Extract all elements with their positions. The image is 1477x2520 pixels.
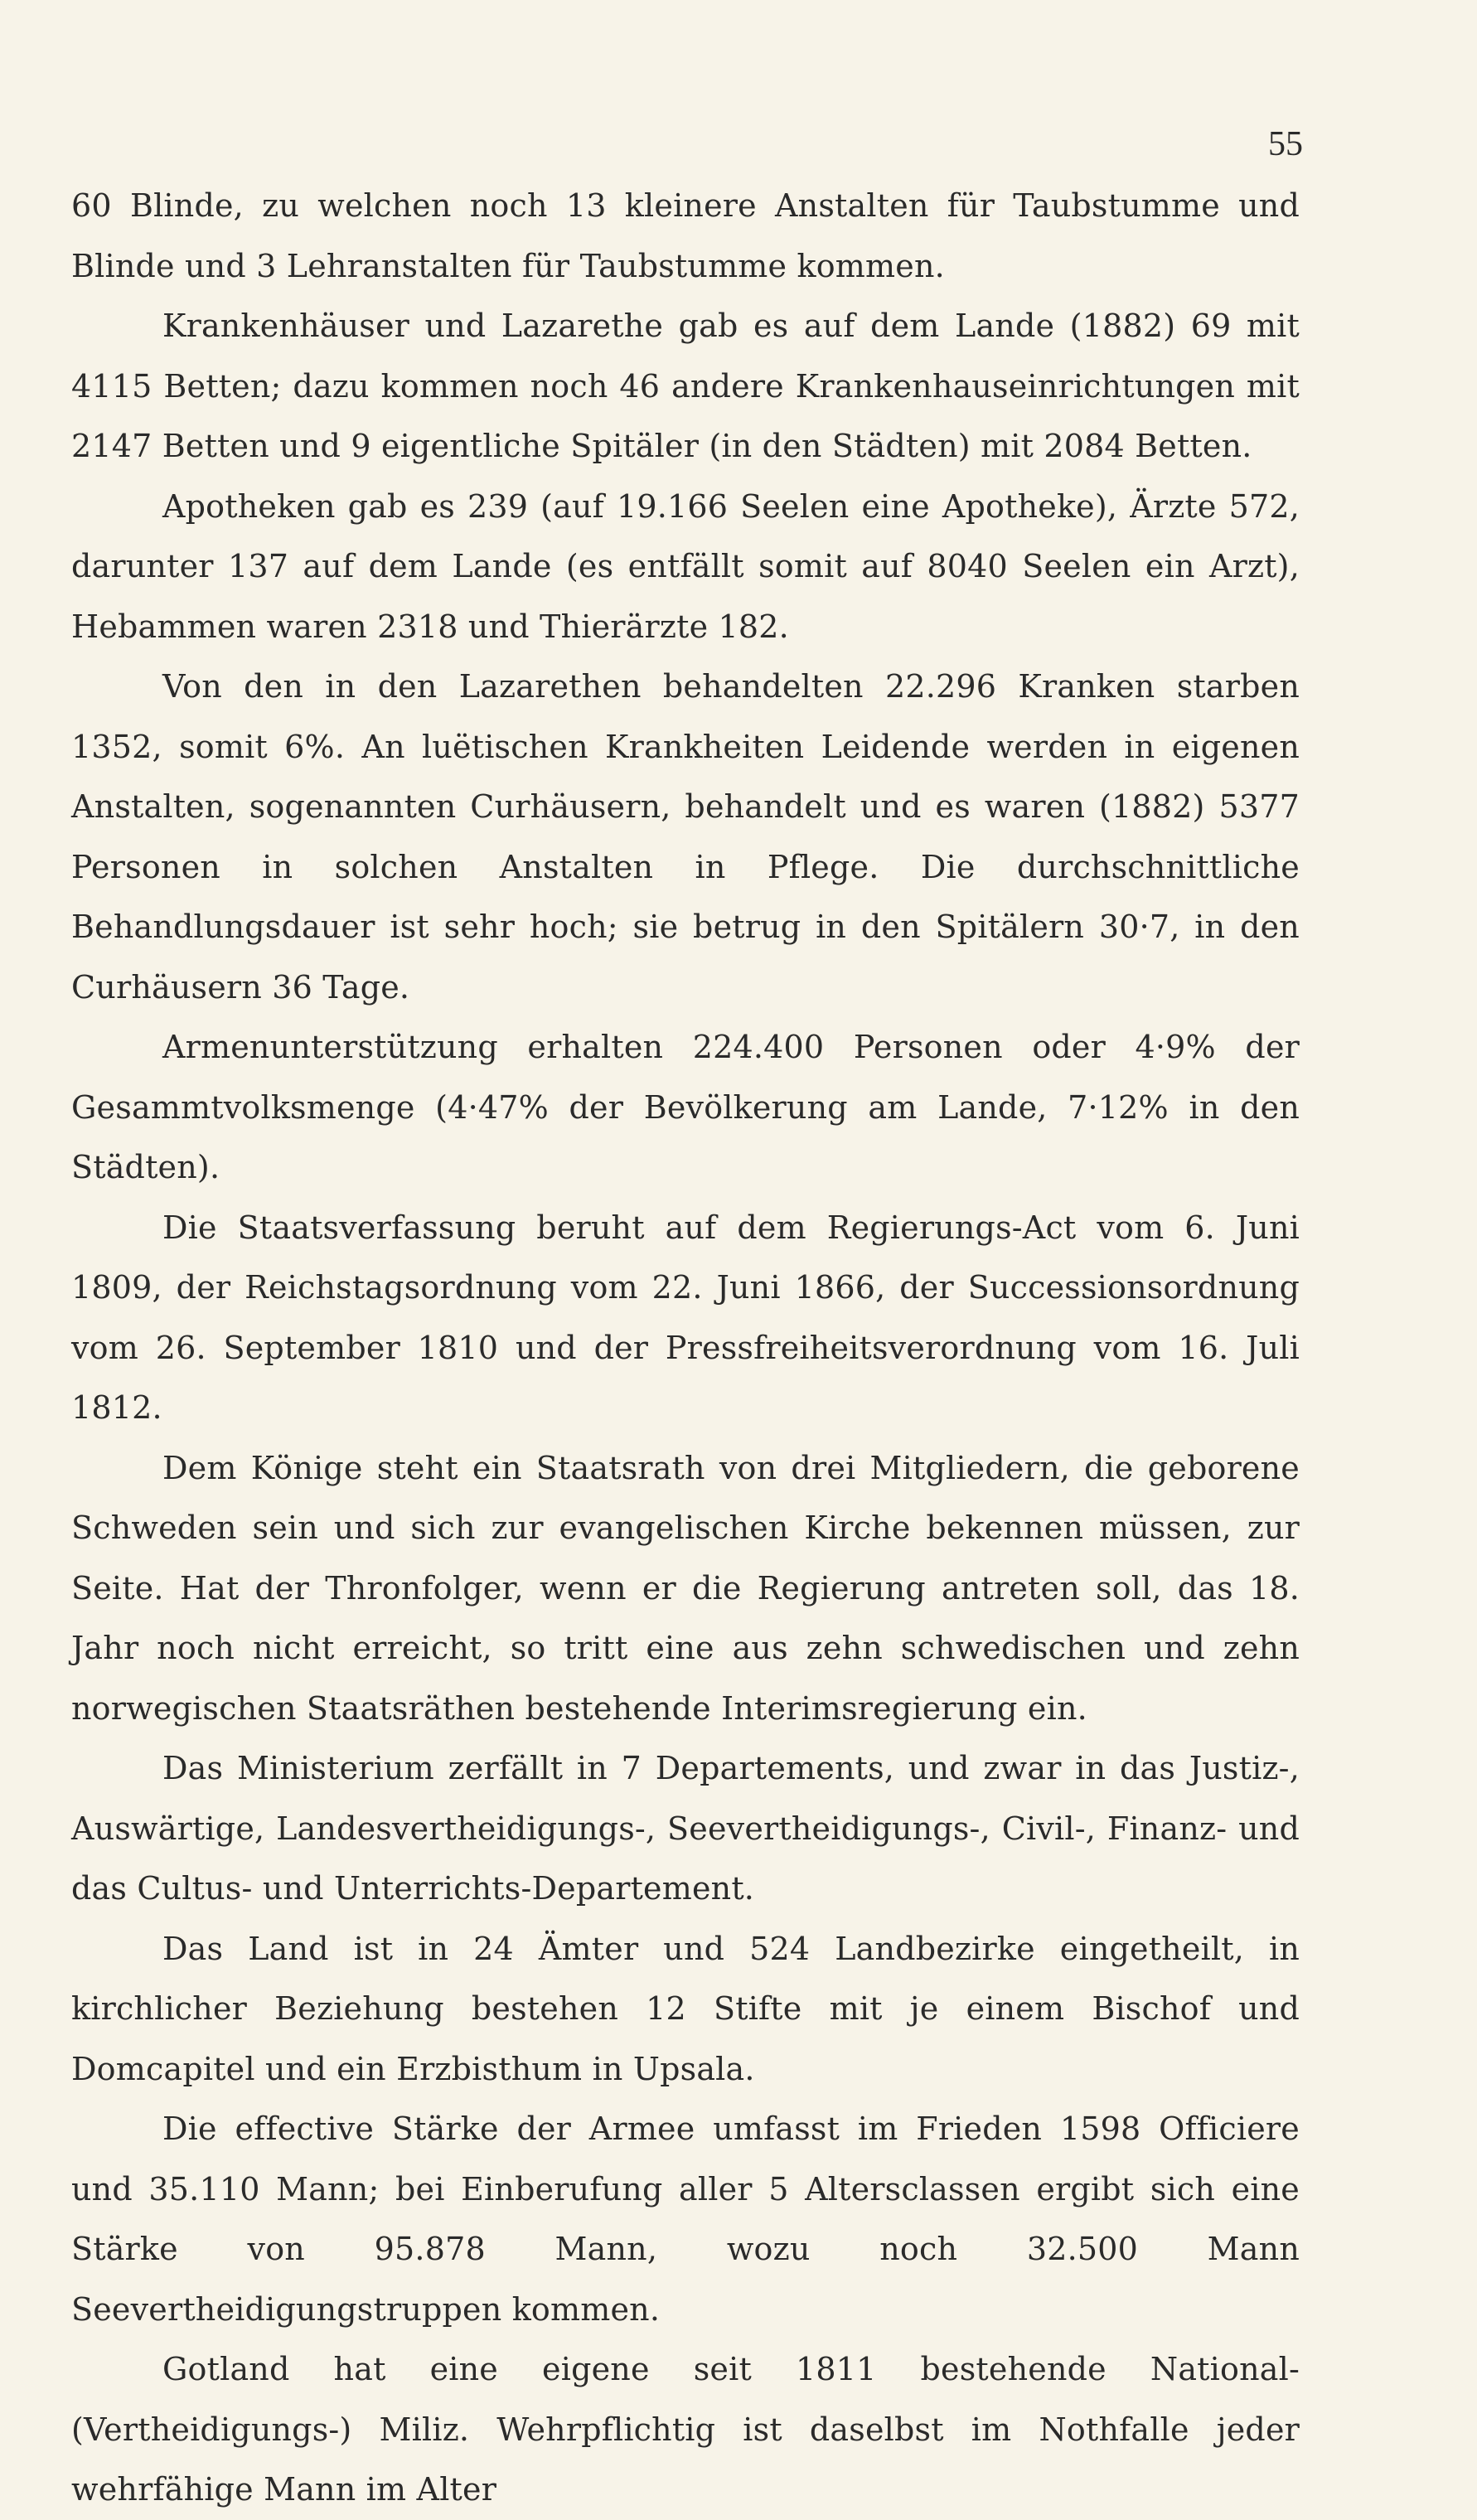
- paragraph-hospitals: Krankenhäuser und Lazarethe gab es auf dem Lande (1882) 69 mit 4115 Betten; dazu kommen noch 46 andere Krankenhauseinrichtungen mit 2147 Betten und 9 eigentliche Spitäler (in den Städten) mit 2084 Betten.: [71, 308, 1300, 464]
- page-number: 55: [1268, 125, 1303, 163]
- paragraph-continuation: 60 Blinde, zu welchen noch 13 kleinere Anstalten für Taubstumme und Blinde und 3 Lehranstalten für Taubstumme kommen.: [71, 187, 1300, 284]
- paragraph-districts: Das Land ist in 24 Ämter und 524 Landbezirke eingetheilt, in kirchlicher Beziehung bestehen 12 Stifte mit je einem Bischof und Domcapitel und ein Erzbisthum in Upsala.: [71, 1930, 1300, 2087]
- paragraph-ministry: Das Ministerium zerfällt in 7 Departements, und zwar in das Justiz-, Auswärtige, Landesvertheidigungs-, Seevertheidigungs-, Civil-, Finanz- und das Cultus- und Unterrichts-Departement.: [71, 1750, 1300, 1907]
- paragraph-constitution: Die Staatsverfassung beruht auf dem Regierungs-Act vom 6. Juni 1809, der Reichstagsordnung vom 22. Juni 1866, der Successionsordnung vom 26. September 1810 und der Pressfreiheitsverordnung vom 16. Juli 1812.: [71, 1209, 1300, 1426]
- body-text: [71, 176, 1300, 2520]
- paragraph-poor-relief: Armenunterstützung erhalten 224.400 Personen oder 4·9% der Gesammtvolksmenge (4·47% der Bevölkerung am Lande, 7·12% in den Städten).: [71, 1029, 1300, 1185]
- paragraph-army: Die effective Stärke der Armee umfasst im Frieden 1598 Officiere und 35.110 Mann; bei Einberufung aller 5 Altersclassen ergibt sich eine Stärke von 95.878 Mann, wozu noch 32.500 Mann Seevertheidigungstruppen kommen.: [71, 2110, 1300, 2328]
- paragraph-patients: Von den in den Lazarethen behandelten 22.296 Kranken starben 1352, somit 6%. An luëtischen Krankheiten Leidende werden in eigenen Anstalten, sogenannten Curhäusern, behandelt und es waren (1882) 5377 Personen in solchen Anstalten in Pflege. Die durchschnittliche Behandlungsdauer ist sehr hoch; sie betrug in den Spitälern 30·7, in den Curhäusern 36 Tage.: [71, 668, 1300, 1006]
- paragraph-pharmacies: Apotheken gab es 239 (auf 19.166 Seelen eine Apotheke), Ärzte 572, darunter 137 auf dem Lande (es entfällt somit auf 8040 Seelen ein Arzt), Hebammen waren 2318 und Thierärzte 182.: [71, 487, 1300, 645]
- paragraph-gotland: Gotland hat eine eigene seit 1811 bestehende National- (Vertheidigungs-) Miliz. Wehrpflichtig ist daselbst im Nothfalle jeder wehrfähige Mann im Alter: [71, 2351, 1300, 2508]
- paragraph-state-council: Dem Könige steht ein Staatsrath von drei Mitgliedern, die geborene Schweden sein und sich zur evangelischen Kirche bekennen müssen, zur Seite. Hat der Thronfolger, wenn er die Regierung antreten soll, das 18. Jahr noch nicht erreicht, so tritt eine aus zehn schwedischen und zehn norwegischen Staatsräthen bestehende Interimsregierung ein.: [71, 1449, 1300, 1727]
